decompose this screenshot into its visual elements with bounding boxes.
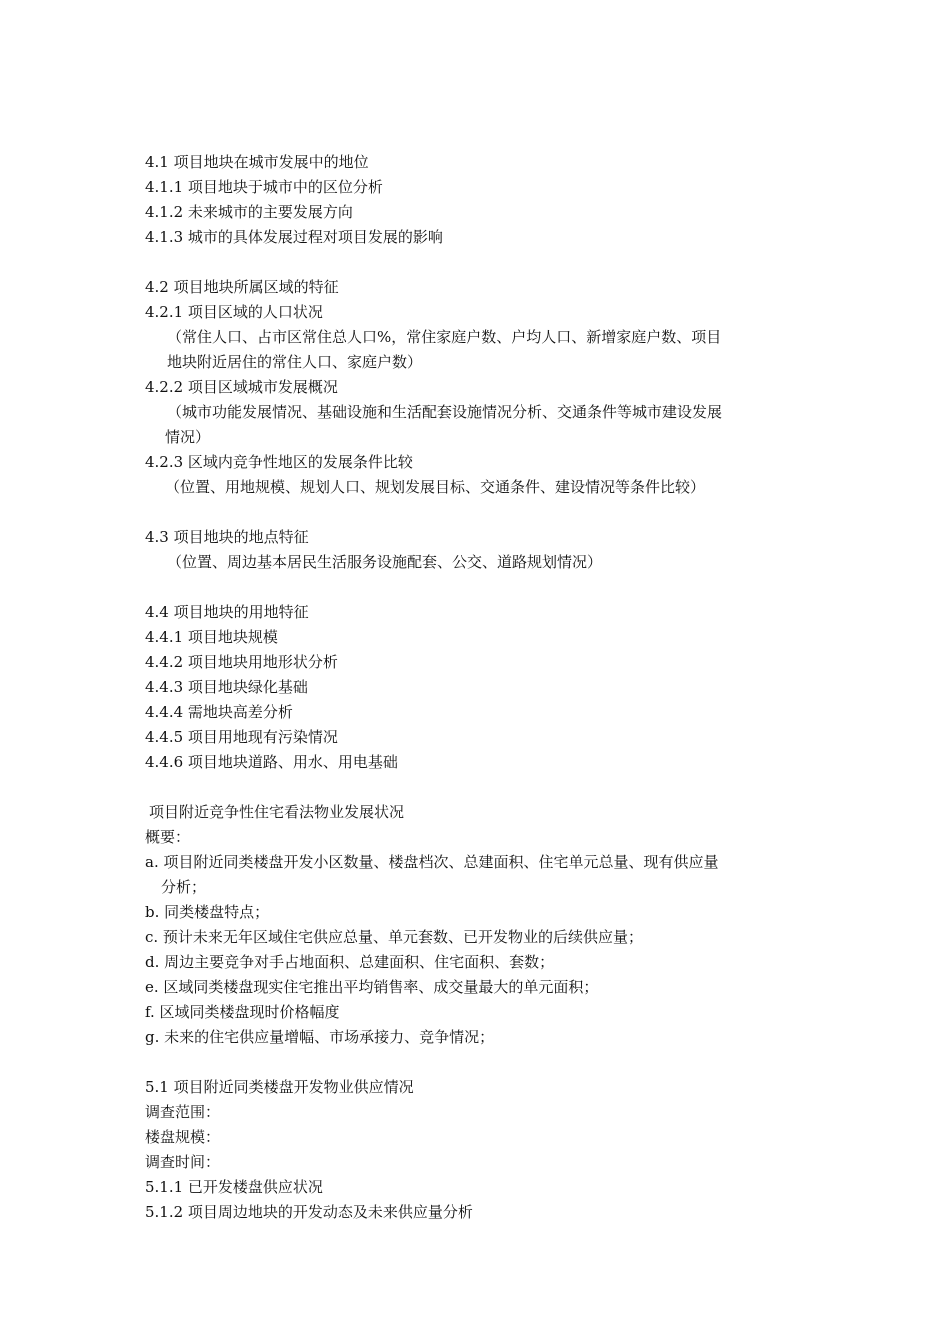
heading-5-1-1: 5.1.1 已开发楼盘供应状况 — [145, 1178, 323, 1196]
heading-4-4-6: 4.4.6 项目地块道路、用水、用电基础 — [145, 753, 398, 771]
heading-4-1-1: 4.1.1 项目地块于城市中的区位分析 — [145, 178, 383, 196]
heading-4-4: 4.4 项目地块的用地特征 — [145, 603, 309, 621]
list-item-d: d. 周边主要竞争对手占地面积、总建面积、住宅面积、套数； — [145, 953, 555, 971]
list-item-c: c. 预计未来无年区域住宅供应总量、单元套数、已开发物业的后续供应量； — [145, 928, 643, 946]
heading-4-2-1: 4.2.1 项目区域的人口状况 — [145, 303, 323, 321]
summary-label: 概要： — [145, 828, 191, 846]
heading-4-4-2: 4.4.2 项目地块用地形状分析 — [145, 653, 338, 671]
list-item-b: b. 同类楼盘特点； — [145, 903, 270, 921]
heading-4-4-4: 4.4.4 需地块高差分析 — [145, 703, 293, 721]
heading-4-4-5: 4.4.5 项目用地现有污染情况 — [145, 728, 338, 746]
heading-4-2-2: 4.2.2 项目区域城市发展概况 — [145, 378, 338, 396]
heading-4-2: 4.2 项目地块所属区域的特征 — [145, 278, 339, 296]
heading-4-4-1: 4.4.1 项目地块规模 — [145, 628, 278, 646]
list-item-g: g. 未来的住宅供应量增幅、市场承接力、竞争情况； — [145, 1028, 495, 1046]
note-line: 地块附近居住的常住人口、家庭户数） — [167, 353, 423, 371]
list-item-a-continued: 分析； — [161, 878, 207, 896]
list-item-e: e. 区域同类楼盘现实住宅推出平均销售率、成交量最大的单元面积； — [145, 978, 599, 996]
note-line: （位置、用地规模、规划人口、规划发展目标、交通条件、建设情况等条件比较） — [165, 478, 706, 496]
note-line: （城市功能发展情况、基础设施和生活配套设施情况分析、交通条件等城市建设发展 — [167, 403, 723, 421]
note-line: （常住人口、占市区常住总人口%，常住家庭户数、户均人口、新增家庭户数、项目 — [167, 328, 722, 346]
list-item-a: a. 项目附近同类楼盘开发小区数量、楼盘档次、总建面积、住宅单元总量、现有供应量 — [145, 853, 719, 871]
spacer — [145, 775, 795, 800]
heading-5-1: 5.1 项目附近同类楼盘开发物业供应情况 — [145, 1078, 414, 1096]
note-line: （位置、周边基本居民生活服务设施配套、公交、道路规划情况） — [167, 553, 603, 571]
survey-time-label: 调查时间： — [145, 1153, 221, 1171]
section-title: 项目附近竞争性住宅看法物业发展状况 — [149, 803, 405, 821]
project-scale-label: 楼盘规模： — [145, 1128, 221, 1146]
document-body — [145, 150, 795, 1225]
list-item-f: f. 区域同类楼盘现时价格幅度 — [145, 1003, 340, 1021]
heading-4-1-2: 4.1.2 未来城市的主要发展方向 — [145, 203, 353, 221]
spacer — [145, 1050, 795, 1075]
heading-4-4-3: 4.4.3 项目地块绿化基础 — [145, 678, 308, 696]
heading-4-1-3: 4.1.3 城市的具体发展过程对项目发展的影响 — [145, 228, 443, 246]
spacer — [145, 500, 795, 525]
note-line: 情况） — [165, 428, 211, 446]
spacer — [145, 250, 795, 275]
heading-4-1: 4.1 项目地块在城市发展中的地位 — [145, 153, 369, 171]
heading-5-1-2: 5.1.2 项目周边地块的开发动态及未来供应量分析 — [145, 1203, 473, 1221]
heading-4-3: 4.3 项目地块的地点特征 — [145, 528, 309, 546]
spacer — [145, 575, 795, 600]
heading-4-2-3: 4.2.3 区域内竞争性地区的发展条件比较 — [145, 453, 413, 471]
survey-scope-label: 调查范围： — [145, 1103, 221, 1121]
